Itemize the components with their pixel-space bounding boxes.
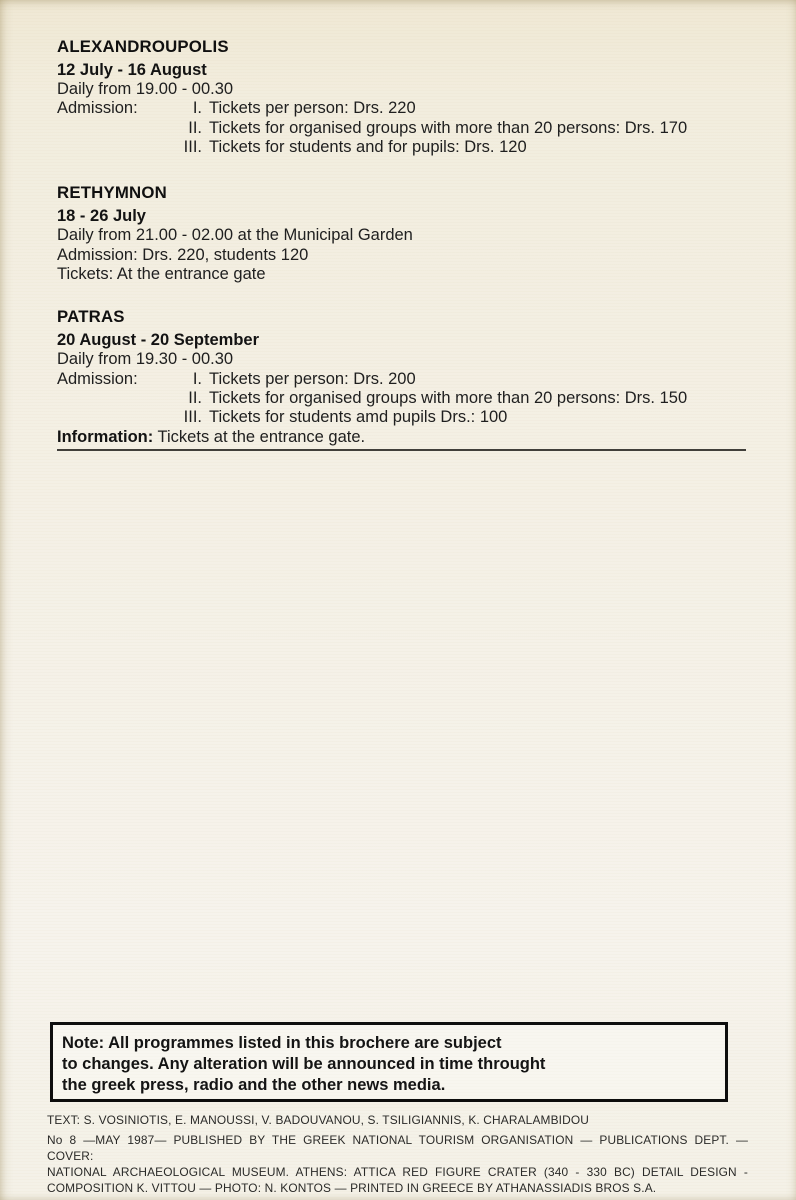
admission-numeral: II. — [188, 388, 202, 407]
publication-line: No 8 —MAY 1987— PUBLISHED BY THE GREEK NATIONAL TOURISM ORGANISATION — PUBLICATIONS DEPT. — COVER: — [47, 1133, 748, 1164]
event-schedule: Daily from 19.00 - 00.30 — [57, 80, 234, 99]
event-dates: 18 - 26 July — [57, 207, 146, 226]
information-text: Tickets at the entrance gate. — [157, 427, 366, 446]
note-line: Note: All programmes listed in this brochere are subject — [62, 1034, 502, 1052]
admission-numeral: III. — [183, 408, 202, 427]
publication-info — [47, 1132, 748, 1196]
admission-row — [57, 99, 746, 118]
admission-row — [57, 389, 746, 408]
admission-label-spacer — [57, 138, 155, 157]
admission-text: Tickets for students and for pupils: Drs. 120 — [209, 137, 527, 156]
information-label: Information: — [57, 427, 154, 446]
city-heading: ALEXANDROUPOLIS — [57, 37, 229, 56]
publication-line: COMPOSITION K. VITTOU — PHOTO: N. KONTOS — PRINTED IN GREECE BY ATHANASSIADIS BROS S.A. — [47, 1181, 657, 1196]
event-schedule: Daily from 19.30 - 00.30 — [57, 350, 234, 369]
admission-row — [57, 138, 746, 157]
admission-numeral: III. — [183, 137, 202, 156]
note-line: to changes. Any alteration will be announced in time throught — [62, 1055, 546, 1073]
note-line: the greek press, radio and the other news media. — [62, 1076, 446, 1094]
event-dates: 20 August - 20 September — [57, 331, 260, 350]
admission-label-spacer — [57, 389, 155, 408]
event-schedule: Daily from 21.00 - 02.00 at the Municipal Garden — [57, 226, 413, 245]
event-dates: 12 July - 16 August — [57, 60, 207, 79]
publication-line: NATIONAL ARCHAEOLOGICAL MUSEUM. ATHENS: ATTICA RED FIGURE CRATER (340 - 330 BC) DETAIL DESIGN - — [47, 1165, 748, 1180]
city-heading: PATRAS — [57, 307, 125, 327]
admission-text: Tickets for organised groups with more than 20 persons: Drs. 170 — [209, 118, 688, 137]
city-heading: RETHYMNON — [57, 183, 167, 203]
admission-row — [57, 408, 746, 427]
admission-label-spacer — [57, 408, 155, 427]
horizontal-rule — [57, 449, 746, 451]
admission-numeral: II. — [188, 118, 202, 137]
credits-line: TEXT: S. VOSINIOTIS, E. MANOUSSI, V. BADOUVANOU, S. TSILIGIANNIS, K. CHARALAMBIDOU — [47, 1113, 589, 1127]
admission-numeral: I. — [192, 99, 202, 118]
admission-line: Admission: Drs. 220, students 120 — [57, 245, 309, 264]
colophon — [47, 1113, 748, 1196]
event-section-rethymnon — [57, 183, 746, 284]
event-section-patras — [57, 307, 746, 447]
admission-row — [57, 119, 746, 138]
admission-label: Admission: — [57, 369, 138, 388]
note-box — [50, 1022, 728, 1102]
programme-listings — [57, 37, 746, 451]
admission-text: Tickets for students amd pupils Drs.: 100 — [209, 408, 508, 427]
admission-text: Tickets per person: Drs. 220 — [209, 99, 416, 118]
admission-label-spacer — [57, 119, 155, 138]
information-line — [57, 428, 746, 447]
admission-text: Tickets per person: Drs. 200 — [209, 369, 416, 388]
tickets-line: Tickets: At the entrance gate — [57, 264, 266, 283]
admission-text: Tickets for organised groups with more than 20 persons: Drs. 150 — [209, 388, 688, 407]
event-section-alexandroupolis — [57, 37, 746, 157]
admission-label: Admission: — [57, 99, 138, 118]
admission-numeral: I. — [192, 369, 202, 388]
admission-row — [57, 370, 746, 389]
